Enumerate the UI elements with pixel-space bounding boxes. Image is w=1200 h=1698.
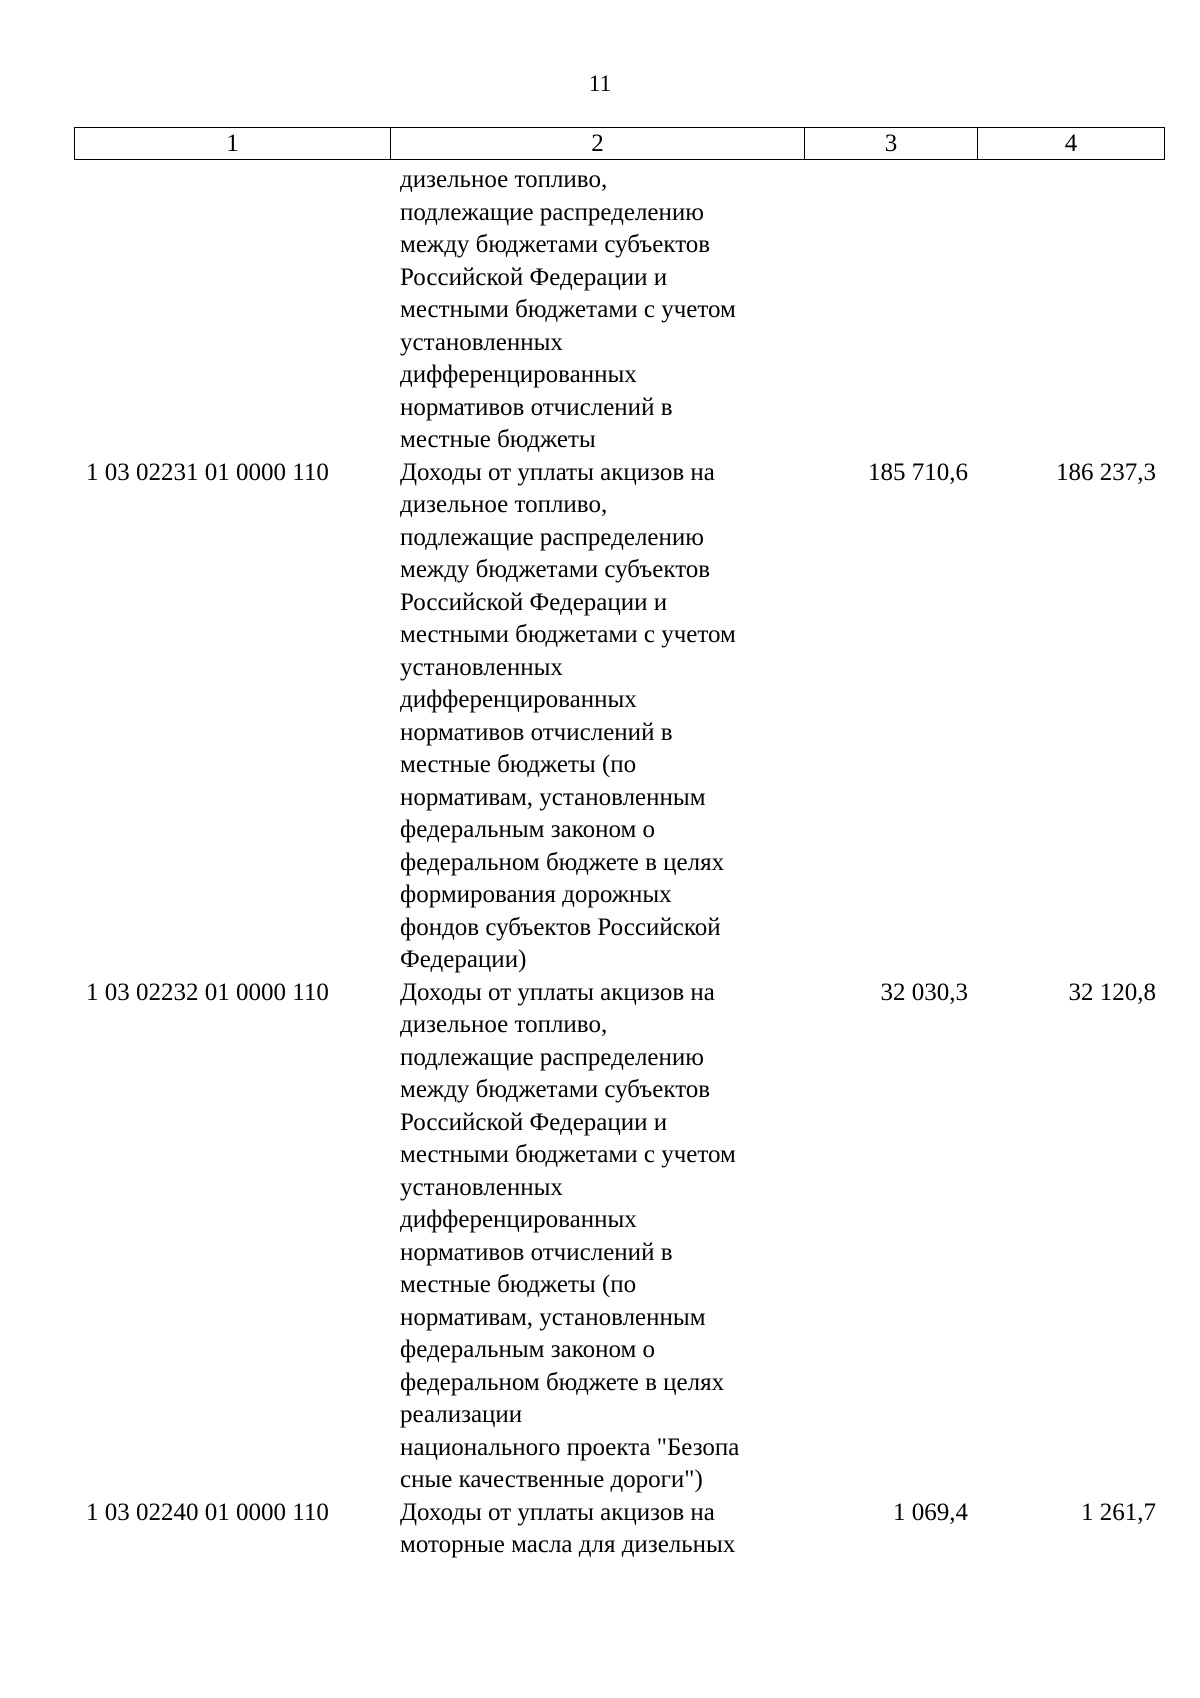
table-body	[0, 164, 1200, 1562]
description-text: федеральным законом о	[400, 1336, 656, 1363]
description-text: формирования дорожных	[400, 881, 672, 908]
budget-code: 1 03 02232 01 0000 110	[86, 978, 329, 1006]
description-text: нормативов отчислений в	[400, 718, 673, 746]
description-text: местные бюджеты (по	[400, 1271, 637, 1298]
continuation-line	[0, 327, 1200, 360]
description-text: федеральном бюджете в целях	[400, 848, 725, 876]
table-row-line	[0, 1009, 1200, 1042]
description-text: Российской Федерации и	[400, 263, 668, 291]
description-text: подлежащие распределению	[400, 1043, 704, 1071]
description-text: моторные масла для дизельных	[400, 1531, 736, 1558]
table-row-line	[0, 944, 1200, 977]
description-text: подлежащие распределению	[400, 523, 704, 551]
table-row-line	[0, 1042, 1200, 1075]
description-text: между бюджетами субъектов	[400, 1076, 711, 1103]
column-header-2: 2	[391, 128, 805, 160]
continuation-line	[0, 164, 1200, 197]
table-row-line	[0, 1432, 1200, 1465]
description-text: установленных	[400, 653, 563, 681]
column-header-1: 1	[75, 128, 391, 160]
description-text: между бюджетами субъектов	[400, 231, 711, 258]
table-row-line	[0, 814, 1200, 847]
table-row-line	[0, 684, 1200, 717]
amount-column-3: 32 030,3	[880, 978, 968, 1006]
description-text: Российской Федерации и	[400, 1108, 668, 1136]
table-row-line	[0, 1139, 1200, 1172]
description-text: федеральным законом о	[400, 816, 656, 843]
description-text: дифференцированных	[400, 1206, 637, 1233]
table-row-line	[0, 1399, 1200, 1432]
description-text: национального проекта "Безопа	[400, 1433, 740, 1461]
description-text: Федерации)	[400, 946, 527, 973]
table-row-line	[0, 749, 1200, 782]
table-row-line	[0, 1172, 1200, 1205]
table-row-line	[0, 1237, 1200, 1270]
description-text: Доходы от уплаты акцизов на	[400, 458, 715, 486]
description-text: нормативов отчислений в	[400, 393, 673, 421]
continuation-line	[0, 392, 1200, 425]
table-row-line	[0, 1107, 1200, 1140]
budget-code: 1 03 02240 01 0000 110	[86, 1498, 329, 1526]
table-row-line	[0, 652, 1200, 685]
description-text: нормативам, установленным	[400, 1303, 706, 1331]
description-text: местные бюджеты (по	[400, 751, 637, 778]
column-header-4: 4	[978, 128, 1165, 160]
table-row-line	[0, 847, 1200, 880]
table-row-line	[0, 912, 1200, 945]
description-text: нормативам, установленным	[400, 783, 706, 811]
description-text: дифференцированных	[400, 686, 637, 713]
table-row-line	[0, 782, 1200, 815]
description-text: местные бюджеты	[400, 426, 596, 453]
description-text: местными бюджетами с учетом	[400, 296, 736, 323]
table-row-line	[0, 522, 1200, 555]
amount-column-4: 1 261,7	[1081, 1498, 1156, 1526]
continuation-line	[0, 359, 1200, 392]
table-row-line	[0, 1529, 1200, 1562]
description-text: установленных	[400, 328, 563, 356]
table-row	[0, 1497, 1200, 1530]
table-row-line	[0, 1464, 1200, 1497]
page-number: 11	[588, 71, 612, 96]
description-text: дизельное топливо,	[400, 491, 608, 518]
continuation-line	[0, 262, 1200, 295]
table-row-line	[0, 1204, 1200, 1237]
table-row-line	[0, 554, 1200, 587]
column-header-table	[74, 127, 1165, 160]
description-text: между бюджетами субъектов	[400, 556, 711, 583]
description-text: реализации	[400, 1401, 523, 1428]
continuation-line	[0, 197, 1200, 230]
description-text: дизельное топливо,	[400, 166, 608, 193]
column-header-3: 3	[805, 128, 978, 160]
description-text: федеральном бюджете в целях	[400, 1368, 725, 1396]
description-text: местными бюджетами с учетом	[400, 1141, 736, 1168]
description-text: подлежащие распределению	[400, 198, 704, 226]
continuation-line	[0, 294, 1200, 327]
amount-column-3: 185 710,6	[868, 458, 968, 486]
table-row-line	[0, 1269, 1200, 1302]
continuation-line	[0, 424, 1200, 457]
table-row-line	[0, 1074, 1200, 1107]
description-text: Доходы от уплаты акцизов на	[400, 1498, 715, 1526]
description-text: Российской Федерации и	[400, 588, 668, 616]
description-text: местными бюджетами с учетом	[400, 621, 736, 648]
description-text: дифференцированных	[400, 361, 637, 388]
table-row-line	[0, 1302, 1200, 1335]
table-row	[0, 977, 1200, 1010]
table-row-line	[0, 1367, 1200, 1400]
description-text: сные качественные дороги")	[400, 1466, 703, 1493]
table-row-line	[0, 489, 1200, 522]
description-text: дизельное топливо,	[400, 1011, 608, 1038]
table-row	[0, 457, 1200, 490]
budget-code: 1 03 02231 01 0000 110	[86, 458, 329, 486]
table-row-line	[0, 619, 1200, 652]
amount-column-4: 32 120,8	[1068, 978, 1156, 1006]
description-text: нормативов отчислений в	[400, 1238, 673, 1266]
table-row-line	[0, 717, 1200, 750]
amount-column-4: 186 237,3	[1056, 458, 1156, 486]
table-row-line	[0, 587, 1200, 620]
table-row-line	[0, 1334, 1200, 1367]
description-text: установленных	[400, 1173, 563, 1201]
description-text: Доходы от уплаты акцизов на	[400, 978, 715, 1006]
column-header-row	[75, 128, 1165, 160]
description-text: фондов субъектов Российской	[400, 913, 721, 941]
table-row-line	[0, 879, 1200, 912]
amount-column-3: 1 069,4	[893, 1498, 968, 1526]
continuation-line	[0, 229, 1200, 262]
